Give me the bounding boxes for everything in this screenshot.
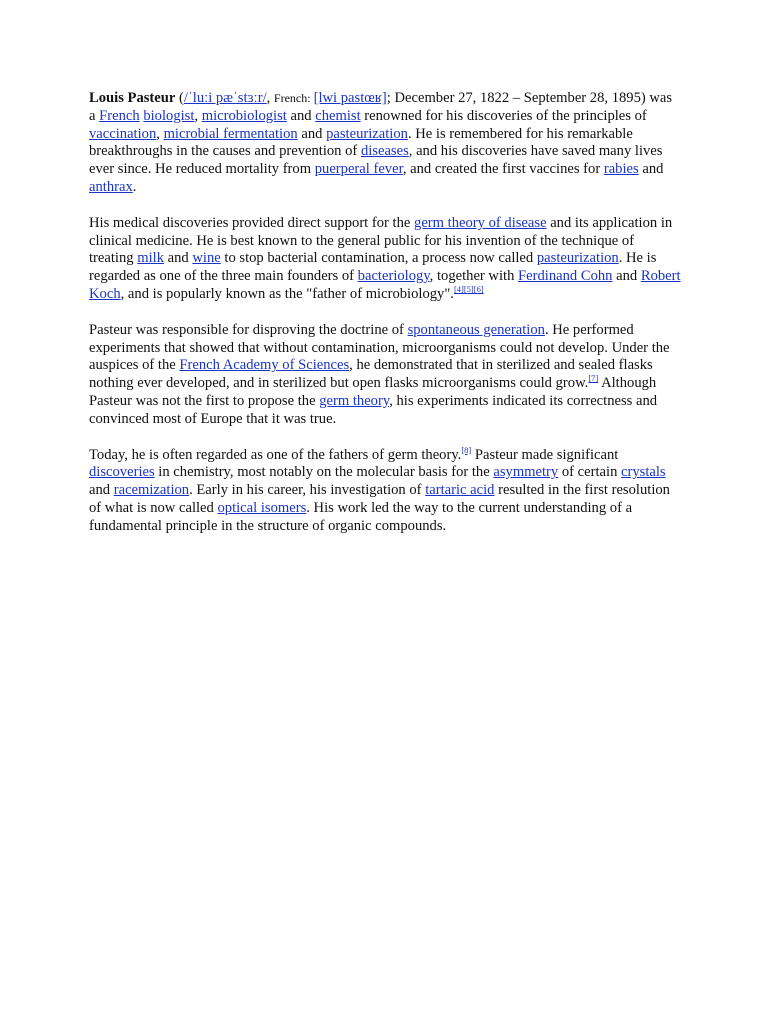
link-germ-theory-of-disease[interactable]: germ theory of disease (414, 214, 547, 231)
link-rabies[interactable]: rabies (603, 161, 639, 178)
link-milk[interactable]: milk (137, 250, 164, 267)
link-puerperal-fever[interactable]: puerperal fever (314, 161, 403, 178)
link-bacteriology[interactable]: bacteriology (357, 268, 430, 285)
text-run: Today, he is often regarded as one of the fathers of germ theory. (89, 446, 462, 463)
citation-link[interactable]: [8] (461, 444, 472, 455)
link-robert-koch[interactable]: Robert Koch (89, 268, 681, 302)
link-spontaneous-generation[interactable]: spontaneous generation (407, 321, 545, 338)
citation-link[interactable]: [4][5][6] (453, 284, 484, 295)
text-run: . He is remembered for his remarkable breakthroughs in the causes and prevention of (89, 125, 633, 160)
link-optical-isomers[interactable]: optical isomers (217, 499, 307, 516)
text-run: , and is popularly known as the "father of microbiology". (120, 285, 454, 302)
text-run: . His work led the way to the current understanding of a fundamental principle in the structure of organic compounds. (89, 499, 633, 534)
text-run: , his experiments indicated its correctness and convinced most of Europe that it was true. (89, 392, 658, 427)
citation-link[interactable]: [7] (588, 373, 599, 384)
link-pasteurization[interactable]: pasteurization (326, 125, 408, 142)
link-ferdinand-cohn[interactable]: Ferdinand Cohn (518, 268, 613, 285)
text-run: . He performed experiments that showed that without contamination, microorganisms could not develop. Under the auspices of the (89, 321, 670, 374)
link-racemization[interactable]: racemization (113, 482, 190, 499)
link-lwi-past[interactable]: [lwi pastœʁ] (313, 90, 387, 106)
link-discoveries[interactable]: discoveries (89, 464, 155, 481)
text-run: Pasteur made significant (471, 446, 619, 463)
link-french[interactable]: French (99, 107, 140, 124)
text-run: and (297, 125, 327, 142)
article-body (89, 90, 681, 554)
citation-superscript[interactable] (461, 445, 471, 455)
text-run: , (156, 125, 164, 142)
citation-superscript[interactable] (454, 284, 484, 294)
text-run: ( (175, 90, 184, 106)
text-run: resulted in the first resolution of what is now called (89, 482, 670, 516)
text-run: . (132, 178, 137, 195)
language-label: French: (273, 91, 314, 105)
link-pasteurization[interactable]: pasteurization (536, 250, 619, 267)
text-run: , and created the first vaccines for (402, 161, 604, 178)
text-run: , he demonstrated that in sterilized and sealed flasks nothing ever developed, and in sterilized but open flasks microorganisms could grow. (89, 357, 653, 392)
text-run: . Early in his career, his investigation of (189, 482, 426, 499)
link-vaccination[interactable]: vaccination (89, 125, 157, 142)
paragraph-intro (89, 90, 681, 197)
text-run: and (286, 107, 316, 124)
text-run: , (194, 107, 202, 124)
citation-superscript[interactable] (588, 373, 598, 383)
link-anthrax[interactable]: anthrax (89, 178, 133, 195)
text-run: and (612, 268, 641, 285)
text-run: and its application in clinical medicine. He is best known to the general public for his invention of the technique of treating (89, 214, 673, 267)
paragraph-medical-discoveries (89, 215, 681, 304)
link-asymmetry[interactable]: asymmetry (493, 464, 559, 481)
text-run: and (89, 482, 114, 499)
text-run: ; December 27, 1822 – September 28, 1895) was a (89, 90, 673, 124)
text-run: , together with (429, 268, 519, 285)
text-run: in chemistry, most notably on the molecular basis for the (154, 464, 494, 481)
link-tartaric-acid[interactable]: tartaric acid (425, 482, 495, 499)
paragraph-chemistry (89, 444, 681, 536)
text-run: Pasteur was responsible for disproving the doctrine of (89, 321, 408, 338)
text-run: His medical discoveries provided direct support for the (89, 214, 415, 231)
text-run: to stop bacterial contamination, a process now called (220, 250, 537, 267)
text-run: and (164, 250, 193, 267)
text-run: , and his discoveries have saved many lives ever since. He reduced mortality from (89, 143, 663, 178)
link-french-academy-of-sciences[interactable]: French Academy of Sciences (179, 357, 350, 374)
link-biologist[interactable]: biologist (143, 107, 195, 124)
link-diseases[interactable]: diseases (360, 143, 409, 160)
text-run: renowned for his discoveries of the principles of (360, 107, 647, 124)
text-run: . He is regarded as one of the three main founders of (89, 250, 657, 285)
text-run: , (266, 90, 274, 106)
text-run: and (638, 161, 664, 178)
link-wine[interactable]: wine (192, 250, 221, 267)
link-lu-i-p-st-r[interactable]: /ˈluːi pæˈstɜːr/ (183, 90, 267, 106)
link-microbiologist[interactable]: microbiologist (201, 107, 287, 124)
paragraph-spontaneous-generation (89, 322, 681, 429)
link-crystals[interactable]: crystals (621, 464, 666, 481)
link-microbial-fermentation[interactable]: microbial fermentation (163, 125, 298, 142)
article-subject-name: Louis Pasteur (89, 90, 176, 106)
text-run: Although Pasteur was not the first to propose the (89, 375, 657, 409)
link-chemist[interactable]: chemist (315, 107, 361, 124)
text-run: of certain (558, 464, 622, 481)
link-germ-theory[interactable]: germ theory (319, 392, 390, 409)
